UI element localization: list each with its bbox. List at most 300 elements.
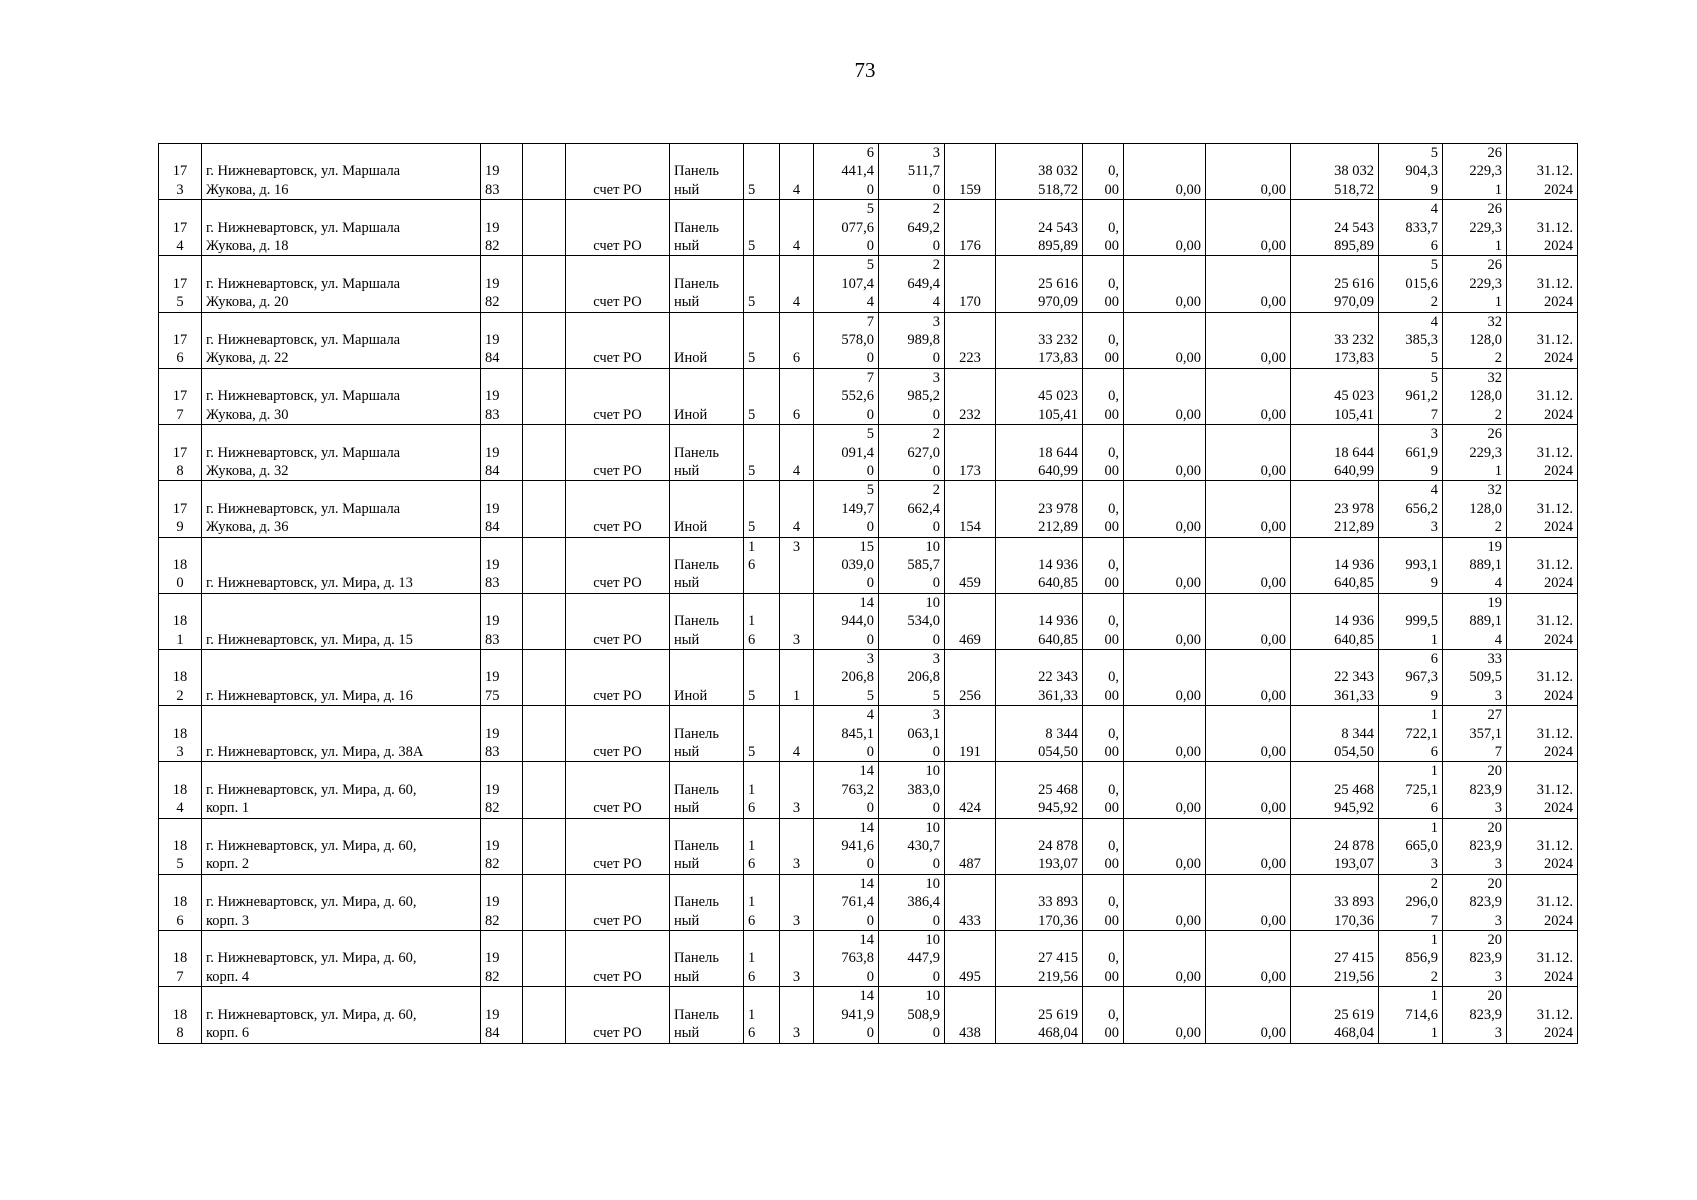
cell-line: 229,3 bbox=[1469, 163, 1502, 180]
cell-line: 5 bbox=[866, 257, 874, 274]
cell-line: 627,0 bbox=[907, 444, 940, 461]
residents-cell: 159 bbox=[945, 144, 996, 200]
cell-line: 0, bbox=[1108, 669, 1119, 686]
cell-line: 219,56 bbox=[1038, 968, 1078, 985]
entrances-cell bbox=[780, 256, 814, 312]
cell-line: 1 bbox=[748, 1006, 756, 1023]
cell-line: 5 bbox=[866, 482, 874, 499]
cell-line: 0 bbox=[866, 968, 874, 985]
unit-cost-cell bbox=[1379, 312, 1443, 368]
cell-line: 32 bbox=[1487, 313, 1502, 330]
cell-line: 31.12. bbox=[1536, 838, 1573, 855]
cell-line: 14 bbox=[859, 875, 874, 892]
address-cell bbox=[202, 312, 481, 368]
cell-line: г. Нижневартовск, ул. Мира, д. 60, bbox=[206, 838, 417, 855]
cell-line: 20 bbox=[1487, 819, 1502, 836]
cell-line bbox=[748, 387, 775, 405]
cell-line: 229,3 bbox=[1469, 275, 1502, 292]
cost-regional-cell: 0,00 bbox=[1124, 649, 1206, 705]
area-total-cell bbox=[814, 874, 879, 930]
cell-line: 2024 bbox=[1544, 856, 1573, 873]
area-living-cell bbox=[879, 593, 945, 649]
cell-line: 441,4 bbox=[841, 163, 874, 180]
cell-line: 24 543 bbox=[1334, 219, 1374, 236]
cell-line bbox=[784, 556, 809, 574]
cell-line: 33 bbox=[1487, 650, 1502, 667]
cell-line: 31.12. bbox=[1536, 950, 1573, 967]
cell-line: 8 bbox=[176, 1025, 184, 1042]
area-total-cell bbox=[814, 762, 879, 818]
cell-line: 3 bbox=[1494, 1025, 1502, 1042]
cell-line: 944,0 bbox=[841, 613, 874, 630]
cost-regional-cell: 0,00 bbox=[1124, 706, 1206, 762]
cell-line: 2 bbox=[1494, 519, 1502, 536]
residents-cell: 487 bbox=[945, 818, 996, 874]
cell-line: 999,5 bbox=[1405, 613, 1438, 630]
cost-regional-cell: 0,00 bbox=[1124, 874, 1206, 930]
cell-line: ный bbox=[674, 294, 700, 311]
cell-line: г. Нижневартовск, ул. Маршала bbox=[206, 332, 401, 349]
cell-line: 00 bbox=[1104, 968, 1119, 985]
area-living-cell bbox=[879, 931, 945, 987]
cell-line: 6 bbox=[748, 1025, 756, 1042]
cell-line: 31.12. bbox=[1536, 894, 1573, 911]
year-cell bbox=[481, 481, 523, 537]
cell-line: ный bbox=[674, 462, 700, 479]
cost-local-cell: 0,00 bbox=[1206, 200, 1291, 256]
cell-line: 4 bbox=[1430, 313, 1438, 330]
cell-line: 468,04 bbox=[1038, 1025, 1078, 1042]
cell-line: 970,09 bbox=[1038, 294, 1078, 311]
row-number-cell bbox=[159, 256, 202, 312]
address-cell bbox=[202, 481, 481, 537]
unit-cost-cell bbox=[1379, 256, 1443, 312]
cell-line: 1 bbox=[1430, 707, 1438, 724]
cell-line: 2 bbox=[1430, 875, 1438, 892]
cell-line: 0 bbox=[932, 856, 940, 873]
cell-line: 833,7 bbox=[1405, 219, 1438, 236]
cell-line: 6 bbox=[1430, 238, 1438, 255]
cell-line: 6 bbox=[748, 556, 756, 573]
cell-line: 3 bbox=[932, 369, 940, 386]
cell-line: 19 bbox=[485, 556, 500, 573]
cell-line: 063,1 bbox=[907, 725, 940, 742]
cost-total-cell bbox=[996, 256, 1083, 312]
cell-line: 823,9 bbox=[1469, 894, 1502, 911]
area-total-cell bbox=[814, 537, 879, 593]
cell-line: 31.12. bbox=[1536, 388, 1573, 405]
floors-cell bbox=[744, 649, 780, 705]
address-cell bbox=[202, 762, 481, 818]
cell-line: 385,3 bbox=[1405, 332, 1438, 349]
cell-line: 25 619 bbox=[1334, 1006, 1374, 1023]
cell-line: 5 bbox=[1430, 369, 1438, 386]
cell-line: 2024 bbox=[1544, 968, 1573, 985]
cell-line: 763,8 bbox=[841, 950, 874, 967]
cell-line: 4 bbox=[792, 294, 801, 311]
table-row bbox=[159, 368, 1578, 424]
residents-cell: 459 bbox=[945, 537, 996, 593]
deadline-cell bbox=[1507, 537, 1578, 593]
area-living-cell bbox=[879, 200, 945, 256]
cost-local-cell: 0,00 bbox=[1206, 818, 1291, 874]
cell-line: 7 bbox=[1430, 912, 1438, 929]
cell-line: 82 bbox=[485, 912, 500, 929]
cell-line: 1 bbox=[748, 838, 756, 855]
cell-line: 10 bbox=[925, 594, 940, 611]
cell-line: 1 bbox=[1430, 932, 1438, 949]
cell-line: 17 bbox=[172, 219, 188, 236]
cost-owners-cell bbox=[1291, 144, 1379, 200]
cell-line bbox=[674, 331, 739, 349]
cost-local-cell: 0,00 bbox=[1206, 706, 1291, 762]
cell-line: 4 bbox=[176, 800, 184, 817]
empty-cell-b bbox=[523, 368, 566, 424]
cell-line: 2 bbox=[1494, 406, 1502, 423]
cell-line: 5 bbox=[748, 462, 756, 479]
cell-line: 6 bbox=[792, 406, 801, 423]
cell-line: Панель bbox=[674, 219, 719, 236]
table-row bbox=[159, 537, 1578, 593]
cell-line: 904,3 bbox=[1405, 163, 1438, 180]
cell-line: 6 bbox=[748, 631, 756, 648]
address-cell bbox=[202, 256, 481, 312]
cell-line: 23 978 bbox=[1038, 500, 1078, 517]
cell-line: 4 bbox=[1430, 201, 1438, 218]
cell-line: 0 bbox=[932, 238, 940, 255]
cell-line: 1 bbox=[1430, 631, 1438, 648]
fund-cell: счет РО bbox=[566, 256, 670, 312]
cell-line: 4 bbox=[1494, 575, 1502, 592]
cell-line: 4 bbox=[792, 181, 801, 198]
cell-line: 17 bbox=[172, 163, 188, 180]
cell-line: 206,8 bbox=[907, 669, 940, 686]
entrances-cell bbox=[780, 649, 814, 705]
cell-line: 82 bbox=[485, 800, 500, 817]
cell-line: 3 bbox=[932, 650, 940, 667]
cost-owners-cell bbox=[1291, 256, 1379, 312]
cost-total-cell bbox=[996, 368, 1083, 424]
cell-line: 945,92 bbox=[1038, 800, 1078, 817]
cost-total-cell bbox=[996, 762, 1083, 818]
cell-line: 2 bbox=[1430, 968, 1438, 985]
table-row bbox=[159, 818, 1578, 874]
cell-line: Жукова, д. 20 bbox=[206, 294, 289, 311]
cell-line: 32 bbox=[1487, 482, 1502, 499]
residents-cell: 191 bbox=[945, 706, 996, 762]
area-living-cell bbox=[879, 762, 945, 818]
area-living-cell bbox=[879, 481, 945, 537]
cell-line: 1 bbox=[1494, 462, 1502, 479]
residents-cell: 176 bbox=[945, 200, 996, 256]
cell-line: 856,9 bbox=[1405, 950, 1438, 967]
address-cell bbox=[202, 200, 481, 256]
cell-line: 38 032 bbox=[1038, 163, 1078, 180]
cell-line: 1 bbox=[1430, 763, 1438, 780]
area-living-cell bbox=[879, 537, 945, 593]
cell-line: 662,4 bbox=[907, 500, 940, 517]
cell-line: Панель bbox=[674, 725, 719, 742]
cell-line: 0, bbox=[1108, 500, 1119, 517]
empty-cell-b bbox=[523, 256, 566, 312]
cell-line: 6 bbox=[1430, 744, 1438, 760]
cell-line: 31.12. bbox=[1536, 556, 1573, 573]
cost-owners-cell bbox=[1291, 425, 1379, 481]
cell-line: 054,50 bbox=[1038, 744, 1078, 760]
cost-local-cell: 0,00 bbox=[1206, 762, 1291, 818]
cell-line: 447,9 bbox=[907, 950, 940, 967]
cell-line: 84 bbox=[485, 462, 500, 479]
cell-line: 4 bbox=[866, 294, 874, 311]
cell-line: 889,1 bbox=[1469, 613, 1502, 630]
cell-line: 961,2 bbox=[1405, 388, 1438, 405]
cell-line: 25 468 bbox=[1334, 781, 1374, 798]
limit-cost-cell bbox=[1443, 931, 1507, 987]
cell-line: 128,0 bbox=[1469, 332, 1502, 349]
cell-line: ный bbox=[674, 856, 700, 873]
cell-line: 19 bbox=[485, 669, 500, 686]
cell-line bbox=[784, 444, 809, 462]
address-cell bbox=[202, 649, 481, 705]
cell-line: 3 bbox=[1494, 968, 1502, 985]
floors-cell bbox=[744, 537, 780, 593]
cell-line: 5 bbox=[1430, 350, 1438, 367]
cell-line: корп. 3 bbox=[206, 912, 250, 929]
cell-line: 1 bbox=[748, 538, 756, 555]
cell-line: 649,4 bbox=[907, 275, 940, 292]
cell-line: 4 bbox=[866, 707, 874, 724]
cell-line: ный bbox=[674, 181, 700, 198]
cell-line: Иной bbox=[674, 406, 708, 423]
row-number-cell bbox=[159, 368, 202, 424]
cell-line: 00 bbox=[1104, 631, 1119, 648]
cell-line: 105,41 bbox=[1334, 406, 1374, 423]
entrances-cell bbox=[780, 144, 814, 200]
cell-line: 19 bbox=[485, 838, 500, 855]
cost-regional-cell: 0,00 bbox=[1124, 368, 1206, 424]
cell-line: 00 bbox=[1104, 462, 1119, 479]
limit-cost-cell bbox=[1443, 649, 1507, 705]
cell-line: 27 415 bbox=[1334, 950, 1374, 967]
cell-line: 00 bbox=[1104, 1025, 1119, 1042]
entrances-cell bbox=[780, 425, 814, 481]
cell-line: 45 023 bbox=[1038, 388, 1078, 405]
cost-local-cell: 0,00 bbox=[1206, 144, 1291, 200]
cell-line: 2024 bbox=[1544, 1025, 1573, 1042]
cell-line bbox=[784, 275, 809, 293]
cell-line: 2 bbox=[1430, 294, 1438, 311]
area-total-cell bbox=[814, 706, 879, 762]
cell-line: 14 936 bbox=[1038, 613, 1078, 630]
unit-cost-cell bbox=[1379, 931, 1443, 987]
cell-line: 19 bbox=[485, 894, 500, 911]
cell-line: Панель bbox=[674, 444, 719, 461]
cell-line: 14 bbox=[859, 988, 874, 1005]
cell-line bbox=[784, 500, 809, 518]
cost-local-cell: 0,00 bbox=[1206, 481, 1291, 537]
cell-line: 32 bbox=[1487, 369, 1502, 386]
cell-line: 3 bbox=[1430, 519, 1438, 536]
address-cell bbox=[202, 987, 481, 1043]
cost-owners-cell bbox=[1291, 931, 1379, 987]
cell-line: ный bbox=[674, 912, 700, 929]
row-number-cell bbox=[159, 931, 202, 987]
year-cell bbox=[481, 144, 523, 200]
deadline-cell bbox=[1507, 818, 1578, 874]
cell-line bbox=[206, 612, 476, 630]
cell-line: 0 bbox=[866, 238, 874, 255]
cell-line: 0, bbox=[1108, 781, 1119, 798]
cell-line: 7 bbox=[176, 406, 184, 423]
cost-owners-cell bbox=[1291, 537, 1379, 593]
entrances-cell bbox=[780, 818, 814, 874]
cost-federal-cell bbox=[1083, 931, 1124, 987]
cell-line: 17 bbox=[172, 275, 188, 292]
residents-cell: 424 bbox=[945, 762, 996, 818]
year-cell bbox=[481, 706, 523, 762]
cost-total-cell bbox=[996, 312, 1083, 368]
cell-line: 00 bbox=[1104, 238, 1119, 255]
material-cell bbox=[670, 312, 744, 368]
cell-line: 0, bbox=[1108, 950, 1119, 967]
cell-line: 19 bbox=[485, 332, 500, 349]
year-cell bbox=[481, 649, 523, 705]
cell-line: 10 bbox=[925, 819, 940, 836]
cell-line: 9 bbox=[1430, 181, 1438, 198]
cell-line: 83 bbox=[485, 744, 500, 760]
cell-line: 2 bbox=[176, 687, 184, 704]
cell-line: 2024 bbox=[1544, 462, 1573, 479]
cost-federal-cell bbox=[1083, 987, 1124, 1043]
cell-line: 00 bbox=[1104, 406, 1119, 423]
year-cell bbox=[481, 200, 523, 256]
cell-line: 3 bbox=[866, 650, 874, 667]
cell-line: 534,0 bbox=[907, 613, 940, 630]
empty-cell-b bbox=[523, 537, 566, 593]
cell-line: 149,7 bbox=[841, 500, 874, 517]
cell-line: 8 bbox=[176, 462, 184, 479]
cost-total-cell bbox=[996, 931, 1083, 987]
cost-regional-cell: 0,00 bbox=[1124, 425, 1206, 481]
cell-line: 219,56 bbox=[1334, 968, 1374, 985]
unit-cost-cell bbox=[1379, 818, 1443, 874]
cost-local-cell: 0,00 bbox=[1206, 987, 1291, 1043]
empty-cell-b bbox=[523, 312, 566, 368]
cell-line: 970,09 bbox=[1334, 294, 1374, 311]
table-row bbox=[159, 762, 1578, 818]
area-total-cell bbox=[814, 593, 879, 649]
table-row bbox=[159, 256, 1578, 312]
cell-line bbox=[748, 668, 775, 686]
cell-line: 361,33 bbox=[1334, 687, 1374, 704]
floors-cell bbox=[744, 706, 780, 762]
floors-cell bbox=[744, 762, 780, 818]
housing-registry-table bbox=[158, 143, 1578, 1044]
year-cell bbox=[481, 312, 523, 368]
cost-local-cell: 0,00 bbox=[1206, 312, 1291, 368]
cell-line: 0 bbox=[866, 744, 874, 760]
row-number-cell bbox=[159, 537, 202, 593]
cost-federal-cell bbox=[1083, 144, 1124, 200]
cell-line: 19 bbox=[485, 275, 500, 292]
cell-line: 170,36 bbox=[1334, 912, 1374, 929]
cell-line: 0 bbox=[176, 575, 184, 592]
cell-line: 640,85 bbox=[1334, 631, 1374, 648]
deadline-cell bbox=[1507, 368, 1578, 424]
cell-line: 19 bbox=[1487, 594, 1502, 611]
material-cell bbox=[670, 649, 744, 705]
cell-line: 357,1 bbox=[1469, 725, 1502, 742]
empty-cell-b bbox=[523, 762, 566, 818]
empty-cell-b bbox=[523, 144, 566, 200]
cell-line bbox=[784, 162, 809, 180]
cell-line: 015,6 bbox=[1405, 275, 1438, 292]
row-number-cell bbox=[159, 312, 202, 368]
cell-line: 7 bbox=[176, 968, 184, 985]
cell-line: 31.12. bbox=[1536, 219, 1573, 236]
cell-line: 509,5 bbox=[1469, 669, 1502, 686]
cell-line: 31.12. bbox=[1536, 500, 1573, 517]
cell-line bbox=[674, 668, 739, 686]
cell-line: 18 bbox=[172, 838, 188, 855]
cell-line: 6 bbox=[748, 800, 756, 817]
cell-line: 193,07 bbox=[1334, 856, 1374, 873]
cost-federal-cell bbox=[1083, 368, 1124, 424]
cell-line: 3 bbox=[792, 968, 801, 985]
limit-cost-cell bbox=[1443, 987, 1507, 1043]
cell-line: 0 bbox=[866, 800, 874, 817]
material-cell bbox=[670, 593, 744, 649]
cell-line: 24 878 bbox=[1038, 838, 1078, 855]
unit-cost-cell bbox=[1379, 537, 1443, 593]
limit-cost-cell bbox=[1443, 312, 1507, 368]
cell-line: 00 bbox=[1104, 181, 1119, 198]
address-cell bbox=[202, 931, 481, 987]
cell-line: ный bbox=[674, 968, 700, 985]
cell-line: г. Нижневартовск, ул. Мира, д. 16 bbox=[206, 687, 413, 704]
cell-line: 19 bbox=[485, 613, 500, 630]
cell-line: 20 bbox=[1487, 932, 1502, 949]
cell-line: 25 619 bbox=[1038, 1006, 1078, 1023]
residents-cell: 256 bbox=[945, 649, 996, 705]
cell-line: Панель bbox=[674, 1006, 719, 1023]
cell-line: 1 bbox=[1494, 238, 1502, 255]
entrances-cell bbox=[780, 481, 814, 537]
cell-line: 3 bbox=[792, 800, 801, 817]
cell-line: 33 232 bbox=[1334, 332, 1374, 349]
table-row bbox=[159, 312, 1578, 368]
cell-line: 661,9 bbox=[1405, 444, 1438, 461]
cell-line: 1 bbox=[748, 894, 756, 911]
deadline-cell bbox=[1507, 987, 1578, 1043]
cell-line: 38 032 bbox=[1334, 163, 1374, 180]
cell-line: Жукова, д. 36 bbox=[206, 519, 289, 536]
fund-cell: счет РО bbox=[566, 931, 670, 987]
cell-line bbox=[784, 612, 809, 630]
cell-line: 895,89 bbox=[1334, 238, 1374, 255]
cell-line: 0, bbox=[1108, 556, 1119, 573]
unit-cost-cell bbox=[1379, 144, 1443, 200]
area-total-cell bbox=[814, 312, 879, 368]
cell-line: г. Нижневартовск, ул. Мира, д. 38А bbox=[206, 744, 424, 760]
cell-line: 5 bbox=[748, 294, 756, 311]
entrances-cell bbox=[780, 931, 814, 987]
cost-local-cell: 0,00 bbox=[1206, 931, 1291, 987]
row-number-cell bbox=[159, 481, 202, 537]
area-living-cell bbox=[879, 256, 945, 312]
row-number-cell bbox=[159, 144, 202, 200]
cell-line: 6 bbox=[748, 968, 756, 985]
